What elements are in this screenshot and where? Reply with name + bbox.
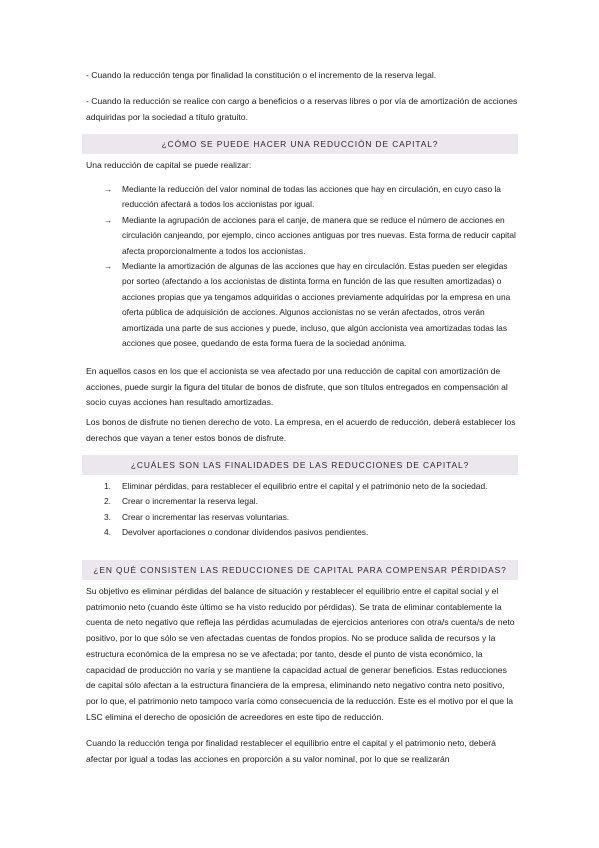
list-item <box>86 525 518 540</box>
list-item-text: Mediante la agrupación de acciones para el canje, de manera que se reduce el número de acciones en circulación canjeando, por ejemplo, cinco acciones antiguas por tres nuevas. Esta forma de reducir capital afecta proporcionalmente a todos los accionistas. <box>122 214 516 256</box>
list-item-text: Crear o incrementar la reserva legal. <box>122 496 258 507</box>
section1-lead: Una reducción de capital se puede realizar: <box>86 160 252 170</box>
arrow-right-icon: → <box>104 214 113 225</box>
list-item-text: Mediante la reducción del valor nominal de todas las acciones que hay en circulación, en cuyo caso la reducción afectará a todos los accionistas por igual. <box>122 184 501 210</box>
section3-paragraph-1: Su objetivo es eliminar pérdidas del balance de situación y restablecer el equilibrio entre el capital social y el patrimonio neto (cuando éste último se ha visto reducido por pérdidas). Se trata de eliminar contablemente la cuenta de neto negativo que refleja las pérdidas acumuladas de ejercicios anteriores con otra/s cuenta/s de neto positivo, por lo que sólo se ven afectadas cuentas de fondos propios. No se produce salida de recursos y la estructura económica de la empresa no se ve afectada; por tanto, desde el punto de vista económico, la capacidad de producción no varía y se mantiene la capacidad actual de generar beneficios. Estas reducciones de capital sólo afectan a la estructura financiera de la empresa, eliminando neto negativo contra neto positivo, por lo que, el patrimonio neto tampoco varía como consecuencia de la reducción. Este es el motivo por el que la LSC elimina el derecho de oposición de acreedores en este tipo de reducción. <box>86 586 515 722</box>
list-item <box>86 479 518 494</box>
list-item-text: Crear o incrementar las reservas voluntarias. <box>122 511 290 522</box>
section-heading-losses: ¿EN QUÉ CONSISTEN LAS REDUCCIONES DE CAPITAL PARA COMPENSAR PÉRDIDAS? <box>82 560 518 580</box>
section-heading-purposes: ¿CUÁLES SON LAS FINALIDADES DE LAS REDUCCIONES DE CAPITAL? <box>82 455 518 475</box>
list-number: 1. <box>104 481 111 491</box>
section1-paragraph-1: En aquellos casos en los que el accionista se vea afectado por una reducción de capital con amortización de acciones, puede surgir la figura del titular de bonos de disfrute, que son títulos entregados en compensación al socio cuyas acciones han resultado amortizadas. <box>86 366 508 408</box>
list-item <box>86 213 518 259</box>
section1-paragraph-2: Los bonos de disfrute no tienen derecho de voto. La empresa, en el acuerdo de reducción, deberá establecer los derechos que vayan a tener estos bonos de disfrute. <box>86 417 516 443</box>
arrow-right-icon: → <box>104 184 113 194</box>
section3-paragraph-2: Cuando la reducción tenga por finalidad restablecer el equilibrio entre el capital y el patrimonio neto, deberá afectar por igual a todas las acciones en proporción a su valor nominal, por lo que se realizarán <box>86 738 496 764</box>
intro-line-1: - Cuando la reducción tenga por finalidad la constitución o el incremento de la reserva legal. <box>86 70 437 80</box>
section-heading-how: ¿CÓMO SE PUEDE HACER UNA REDUCCIÓN DE CAPITAL? <box>82 134 518 154</box>
list-number: 3. <box>104 511 111 522</box>
list-item-text: Eliminar pérdidas, para restablecer el equilibrio entre el capital y el patrimonio neto de la sociedad. <box>122 481 488 491</box>
methods-list <box>86 182 518 351</box>
list-number: 2. <box>104 496 111 507</box>
arrow-right-icon: → <box>104 261 113 272</box>
list-item <box>86 510 518 525</box>
list-item <box>86 182 518 213</box>
list-item <box>86 259 518 351</box>
list-item-text: Devolver aportaciones o condonar dividendos pasivos pendientes. <box>122 527 369 538</box>
list-number: 4. <box>104 527 111 538</box>
list-item <box>86 494 518 509</box>
list-item-text: Mediante la amortización de algunas de las acciones que hay en circulación. Estas pueden ser elegidas por sorteo (afectando a los accionistas de distinta forma en función de las que resulten amortizadas) o acciones propias que ya tengamos adquiridas o acciones previamente adquiridas por la empresa en una oferta pública de adquisición de acciones. Algunos accionistas no se verán afectados, otros verán amortizada una parte de sus acciones y puede, incluso, que algún accionista vea amortizadas todas las acciones que posee, quedando de esta forma fuera de la sociedad anónima. <box>122 261 511 349</box>
purposes-list <box>86 479 518 541</box>
intro-line-2: - Cuando la reducción se realice con cargo a beneficios o a reservas libres o por vía de amortización de acciones adquiridas por la sociedad a título gratuito. <box>86 96 518 122</box>
